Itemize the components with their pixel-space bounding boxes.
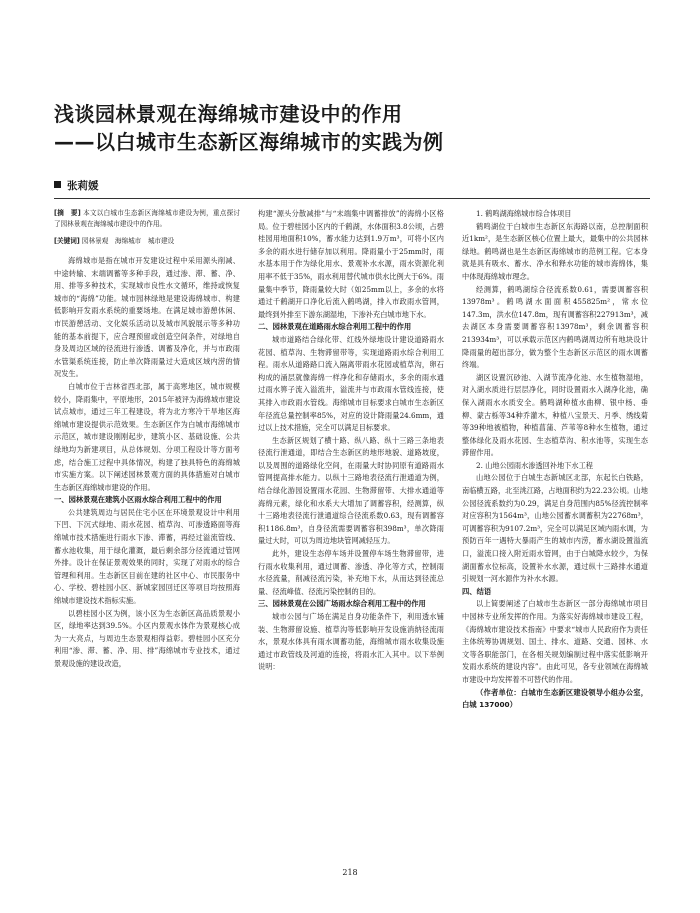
paragraph: 构建“源头分散减排”与“末端集中调蓄排放”的海绵小区格局。位于碧桂园小区内的千鹤湖，水体面积3.8公顷，占碧桂园用地面积10%，蓄水能力达到1.9万m³，可将小区内多余的雨水进行储存加以利用。降雨量小于25mm时，雨水基本用于作为绿化用水、景观补水水源，雨水资源化利用率不低于35%，雨水利用替代城市供水比例大于6%。雨量集中季节，降雨量较大时（如25mm以上，多余的水将通过千鹤湖开口净化后流入鹤鸣湖，排入市政雨水管网，最终到外排至下游东湖湿地，下渗补充白城市地下水。 [258, 209, 444, 319]
paragraph: 湖区设置沉砂池、入湖节流净化池、水生植物湿地，对入湖水质进行层层净化，同时设置雨水入湖净化池，确保入湖雨水水质安全。鹤鸣湖种植水曲柳、银中杨、垂柳、蒙古栎等34种乔灌木，种植八宝景天、月季、绣线菊等39种地被植物，种植菖蒲、芦苇等8种水生植物，通过整体绿化及雨水花园、生态植草沟、积水池等，实现生态滞留作用。 [462, 372, 648, 458]
abstract-label: [摘 要] [54, 209, 81, 217]
abstract-text: 本文以白城市生态新区海绵城市建设为例，重点探讨了园林景观在海绵城市建设中的作用。 [54, 209, 240, 228]
section-heading: 一、园林景观在建筑小区雨水综合利用工程中的作用 [54, 495, 222, 505]
paragraph: 城市道路结合绿化带、红线外绿地设计建设道路雨水花园、植草沟、生物滞留带等，实现道路雨水综合利用工程。雨水从道路路口流入隔离带雨水花园或植草沟，卵石构成的涌层就像海绵一样净化和存储雨水，多余的雨水通过雨水箅子流入溢流井，溢流井与市政雨水管线连接，使其排入市政雨水管线。海绵城市目标要求白城市生态新区年径流总量控制率85%，对应的设计降雨量24.6mm，通过以上技术措施，完全可以满足目标要求。 [258, 334, 444, 433]
section-heading: 二、园林景观在道路雨水综合利用工程中的作用 [258, 322, 412, 332]
paragraph: 经测算，鹤鸣湖综合径流系数0.61，需要调蓄容积13978m³。鹤鸣湖水面面积455825m²，常水位147.3m，洪水位147.8m，现有调蓄容积227913m³，减去湖区本身需要调蓄容积13978m³，剩余调蓄容积213934m³，可以承载示范区内鹤鸣湖周边所有地块设计降雨量的超出部分，做为整个生态新区示范区的雨水调蓄终端。 [462, 284, 648, 370]
subsection-heading: 2. 山地公园雨水渗透回补地下水工程 [476, 460, 593, 470]
paragraph: 鹤鸣湖位于白城市生态新区东海路以南，总控制面积近1km²，是生态新区核心位置上最大，最集中的公共园林绿地。鹤鸣湖也是生态新区海绵城市的范例工程。它本身就是具有吸水、蓄水、净水和释水功能的城市海绵体，集中体现海绵城市理念。 [462, 221, 648, 281]
keywords-text: 园林景观 海绵城市 城市建设 [81, 237, 175, 245]
column-left [54, 208, 240, 671]
abstract [54, 208, 240, 230]
paragraph: 此外，建设生态停车场并设置停车场生物滞留带，进行雨水收集利用，通过调蓄、渗透、净化等方式，控制雨水径流量，削减径流污染，补充地下水，从而达到径流总量、径流峰值、径流污染控制的目的。 [258, 549, 444, 596]
column-middle [258, 208, 444, 674]
paragraph: 以上简要阐述了白城市生态新区一部分海绵城市项目中园林专业所发挥的作用。为落实好海绵城市建设工程，《海绵城市建设技术指南》中要求“城市人民政府作为责任主体统筹协调规划、国土、排水、道路、交通、园林、水文等各职能部门，在各相关规划编制过程中落实低影响开发雨水系统的建设内容”。由此可见，各专业领域在海绵城市建设中均发挥着不可替代的作用。 [462, 599, 648, 684]
author-line [54, 178, 99, 193]
author-name: 张莉媛 [67, 180, 99, 192]
section-heading: 四、结语 [462, 586, 492, 596]
keywords-label: [关键词] [54, 237, 80, 245]
paragraph: 白城市位于吉林省西北部，属于高寒地区，城市规模较小，降雨集中，平原地形，2015年被评为海绵城市建设试点城市，通过三年工程建设，将为北方寒冷干旱地区海绵城市建设提供示范效果。生态新区作为白城市海绵城市示范区，城市建设刚刚起步，建筑小区、基础设施、公共绿地均为新建项目，从总体规划、分项工程设计等方面考虑，结合施工过程中具体情况，构建了独具特色的海绵城市实施方案。以下阐述园林景观方面的具体措施对白城市生态新区海绵城市建设的作用。 [54, 381, 240, 492]
author-affiliation: （作者单位：白城市生态新区建设领导小组办公室，白城 137000） [462, 687, 648, 710]
section-heading: 三、园林景观在公园广场雨水综合利用工程中的作用 [258, 599, 426, 609]
column-right [462, 208, 648, 712]
paragraph: 生态新区规划了横十路、纵八路、纵十三路三条地表径流行泄通道，即结合生态新区的地形地貌、道路坡度，以及周围的道路绿化空间，在雨量大时协同原有道路雨水管网提高排水能力。以纵十三路地表径流行泄通道为例，结合绿化游园设置雨水花园、生物滞留带、大排水通道等海绵元素，绿化和水系大大增加了调蓄容积，经测算，纵十三路地表径流行泄通道综合径流系数0.63，现有调蓄容积1186.8m³，自身径流需要调蓄容积398m³，单次降雨量过大时，可以为周边地块管网减轻压力。 [258, 435, 444, 546]
keywords [54, 236, 240, 247]
header-divider [54, 198, 650, 199]
paragraph: 海绵城市是指在城市开发建设过程中采用源头削减、中途转输、末端调蓄等多种手段，通过渗、滞、蓄、净、用、排等多种技术，实现城市良性水文循环，维持或恢复城市的“海绵”功能。城市园林绿地是建设海绵城市、构建低影响开发雨水系统的重要场地。在满足城市游憩休闲、市民游憩活动、文化娱乐活动以及城市风貌展示等多种功能的基本前提下，应合理预留或创造空间条件，对绿地自身及周边区域的径流进行渗透、调蓄及净化，并与市政雨水管渠系统连接，防止单次降雨量过大造成区域内涝的情况发生。 [54, 256, 240, 379]
subsection-heading: 1. 鹤鸣湖海绵城市综合体项目 [476, 209, 572, 218]
paragraph: 城市公园与广场在满足自身功能条件下，利用透水铺装、生物滞留设施、植草沟等低影响开发设施消纳径流雨水，景观水体具有雨水调蓄功能，海绵城市雨水收集设施通过市政管线及河道的连接，将雨水汇入其中。以下举例说明： [258, 612, 444, 672]
square-bullet-icon [54, 181, 61, 188]
paragraph: 山地公园位于白城生态新城区北部，东起长白铁路，南临横五路，北至洮江路，占地面积约为22.23公顷。山地公园径流系数约为0.29，满足自身范围内85%径流控制率对应容积为1564m³，山地公园蓄水调蓄积为22768m³，可调蓄容积为9107.2m³，完全可以满足区域内雨水调，为预防百年一遇特大暴雨产生的城市内涝，蓄水湖设置溢流口，溢流口接入附近雨水管网，由于白城降水较少，为保湖面蓄水位标高，设置补水水源，通过纵十三路排水通道引规划一河水源作为补水水源。 [462, 473, 648, 584]
paragraph: 以碧桂园小区为例，该小区为生态新区高品质景观小区，绿地率达到39.5%。小区内景观水体作为景观核心成为一大亮点，与周边生态景观相得益彰。碧桂园小区充分利用“渗、滞、蓄、净、用、排”海绵城市专业技术，通过景观设施的建设改造， [54, 608, 240, 668]
paragraph: 公共建筑周边与居民住宅小区在环境景观设计中利用下凹、下沉式绿地、雨水花园、植草沟、可渗透路面等海绵城市技术措施进行雨水下渗、滞蓄，再经过溢流管线、蓄水池收集，用于绿化灌溉，最后剩余部分径流通过管网外排。设计在保证景观效果的同时，实现了对雨水的综合管理和利用。生态新区目前在建的社区中心、市民服务中心、学校、碧桂园小区、新城家园回迁区等项目均按照海绵城市建设技术指标实施。 [54, 507, 240, 606]
article-title-subtitle: ——以白城市生态新区海绵城市的实践为例 [54, 130, 444, 154]
page-number: 218 [342, 868, 358, 877]
article-title-main: 浅谈园林景观在海绵城市建设中的作用 [54, 102, 403, 126]
